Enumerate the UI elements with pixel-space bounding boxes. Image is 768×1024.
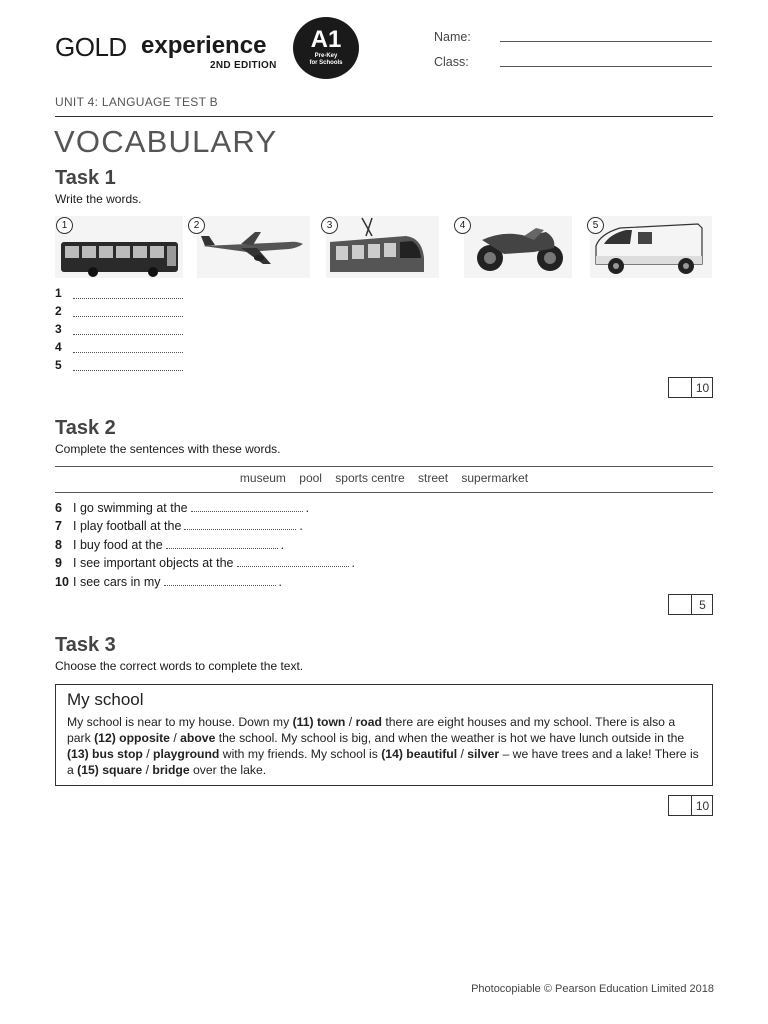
answer-2-number: 2 <box>55 304 62 318</box>
section-title: VOCABULARY <box>54 124 278 159</box>
van-icon <box>590 216 712 278</box>
level-badge-text: A1 <box>310 26 342 53</box>
answer-2-field[interactable] <box>73 307 183 317</box>
logo-experience-text: experience <box>141 32 267 59</box>
score-divider <box>691 378 692 397</box>
answer-3-number: 3 <box>55 322 62 336</box>
word-box-top-rule <box>55 466 713 467</box>
sentence-7 <box>55 519 303 533</box>
sentence-gap-field[interactable] <box>166 539 278 549</box>
task2-score-total: 5 <box>699 598 706 612</box>
class-field[interactable] <box>500 66 712 67</box>
answer-3-field[interactable] <box>73 325 183 335</box>
word-box-bottom-rule <box>55 492 713 493</box>
level-badge-sub2: for Schools <box>309 60 343 66</box>
sentence-end: . <box>280 538 285 552</box>
choice-separator: / <box>345 715 356 729</box>
bus-icon <box>55 216 183 278</box>
choice-separator: / <box>142 763 153 777</box>
sentence-end: . <box>351 556 355 570</box>
answer-5-number: 5 <box>55 358 62 372</box>
task1-instruction: Write the words. <box>55 192 142 206</box>
answer-5-field[interactable] <box>73 361 183 371</box>
logo-gold-text: GOLD <box>55 32 127 62</box>
sentence-9 <box>55 556 355 570</box>
task1-title: Task 1 <box>55 167 116 189</box>
unit-heading: UNIT 4: LANGUAGE TEST B <box>55 95 218 109</box>
task3-instruction: Choose the correct words to complete the text. <box>55 659 304 673</box>
task1-score-box[interactable] <box>668 377 713 398</box>
choice-11-option-b[interactable]: road <box>355 715 382 729</box>
task2-score-box[interactable] <box>668 594 713 615</box>
sentence-text: I go swimming at the <box>73 501 188 515</box>
picture-2-number: 2 <box>188 217 205 234</box>
sentence-end: . <box>299 519 303 533</box>
task3-score-box[interactable] <box>668 795 713 816</box>
sentence-text: I see cars in my <box>73 575 161 589</box>
choice-14-option-b[interactable]: silver <box>467 747 500 761</box>
choice-12-option-a[interactable]: (12) opposite <box>94 731 170 745</box>
choice-13-option-b[interactable]: playground <box>153 747 220 761</box>
level-badge <box>293 17 359 79</box>
sentence-8 <box>55 538 284 552</box>
picture-2 <box>197 216 310 278</box>
choice-separator: / <box>169 731 181 745</box>
sentence-number: 7 <box>55 519 62 533</box>
divider <box>55 116 713 117</box>
choice-11-option-a[interactable]: (11) town <box>292 715 346 729</box>
picture-5-number: 5 <box>587 217 604 234</box>
score-divider <box>691 595 692 614</box>
task1-score-total: 10 <box>695 381 710 395</box>
text-segment: there are eight houses and my school. There is also a park <box>67 715 676 745</box>
choice-12-option-b[interactable]: above <box>180 731 216 745</box>
picture-4 <box>464 216 572 278</box>
picture-3-number: 3 <box>321 217 338 234</box>
sentence-10 <box>55 575 282 589</box>
name-field[interactable] <box>500 41 712 42</box>
picture-1-number: 1 <box>56 217 73 234</box>
word-bank-item: sports centre <box>335 471 405 485</box>
name-label: Name: <box>434 30 471 44</box>
level-badge-sub1: Pre-Key <box>314 53 338 59</box>
task3-title: Task 3 <box>55 634 116 656</box>
sentence-number: 8 <box>55 538 62 552</box>
text-segment: My school is near to my house. Down my <box>67 715 293 729</box>
gold-experience-logo <box>55 26 365 90</box>
sentence-end: . <box>305 501 310 515</box>
answer-1-number: 1 <box>55 286 62 300</box>
plane-icon <box>197 216 310 278</box>
word-bank-item: street <box>418 471 449 485</box>
sentence-end: . <box>278 575 283 589</box>
sentence-number: 10 <box>55 575 69 589</box>
sentence-gap-field[interactable] <box>191 502 303 512</box>
word-bank <box>55 471 713 485</box>
choice-separator: / <box>457 747 468 761</box>
reading-text-box <box>55 684 713 786</box>
picture-5 <box>590 216 712 278</box>
choice-14-option-a[interactable]: (14) beautiful <box>381 747 458 761</box>
sentence-gap-field[interactable] <box>237 557 349 567</box>
sentence-text: I see important objects at the <box>73 556 234 570</box>
picture-4-number: 4 <box>454 217 471 234</box>
sentence-6 <box>55 501 309 515</box>
choice-15-option-a[interactable]: (15) square <box>77 763 143 777</box>
tram-icon <box>326 216 439 278</box>
sentence-number: 9 <box>55 556 62 570</box>
sentence-number: 6 <box>55 501 62 515</box>
logo-edition-text: 2ND EDITION <box>210 60 277 71</box>
reading-text-body <box>67 714 701 778</box>
choice-separator: / <box>142 747 154 761</box>
sentence-text: I play football at the <box>73 519 182 533</box>
word-bank-item: pool <box>299 471 322 485</box>
text-segment: with my friends. My school is <box>219 747 382 761</box>
task2-title: Task 2 <box>55 417 116 439</box>
word-bank-item: museum <box>239 471 286 485</box>
task2-instruction: Complete the sentences with these words. <box>55 442 281 456</box>
answer-1-field[interactable] <box>73 289 183 299</box>
picture-3 <box>326 216 439 278</box>
text-segment: the school. My school is big, and when the weather is hot we have lunch outside in the <box>215 731 685 745</box>
score-divider <box>691 796 692 815</box>
picture-1 <box>55 216 183 278</box>
copyright-footer: Photocopiable © Pearson Education Limited 2018 <box>471 983 714 995</box>
motorbike-icon <box>464 216 572 278</box>
text-segment: – we have trees and a lake! There is a <box>67 747 699 777</box>
text-segment: over the lake. <box>189 763 267 777</box>
sentence-gap-field[interactable] <box>184 520 296 530</box>
sentence-text: I buy food at the <box>73 538 163 552</box>
sentence-gap-field[interactable] <box>164 576 276 586</box>
answer-4-number: 4 <box>55 340 62 354</box>
choice-13-option-a[interactable]: (13) bus stop <box>67 747 143 761</box>
task3-score-total: 10 <box>695 799 710 813</box>
word-bank-item: supermarket <box>461 471 529 485</box>
choice-15-option-b[interactable]: bridge <box>152 763 190 777</box>
class-label: Class: <box>434 55 469 69</box>
reading-text-title: My school <box>67 690 144 709</box>
answer-4-field[interactable] <box>73 343 183 353</box>
